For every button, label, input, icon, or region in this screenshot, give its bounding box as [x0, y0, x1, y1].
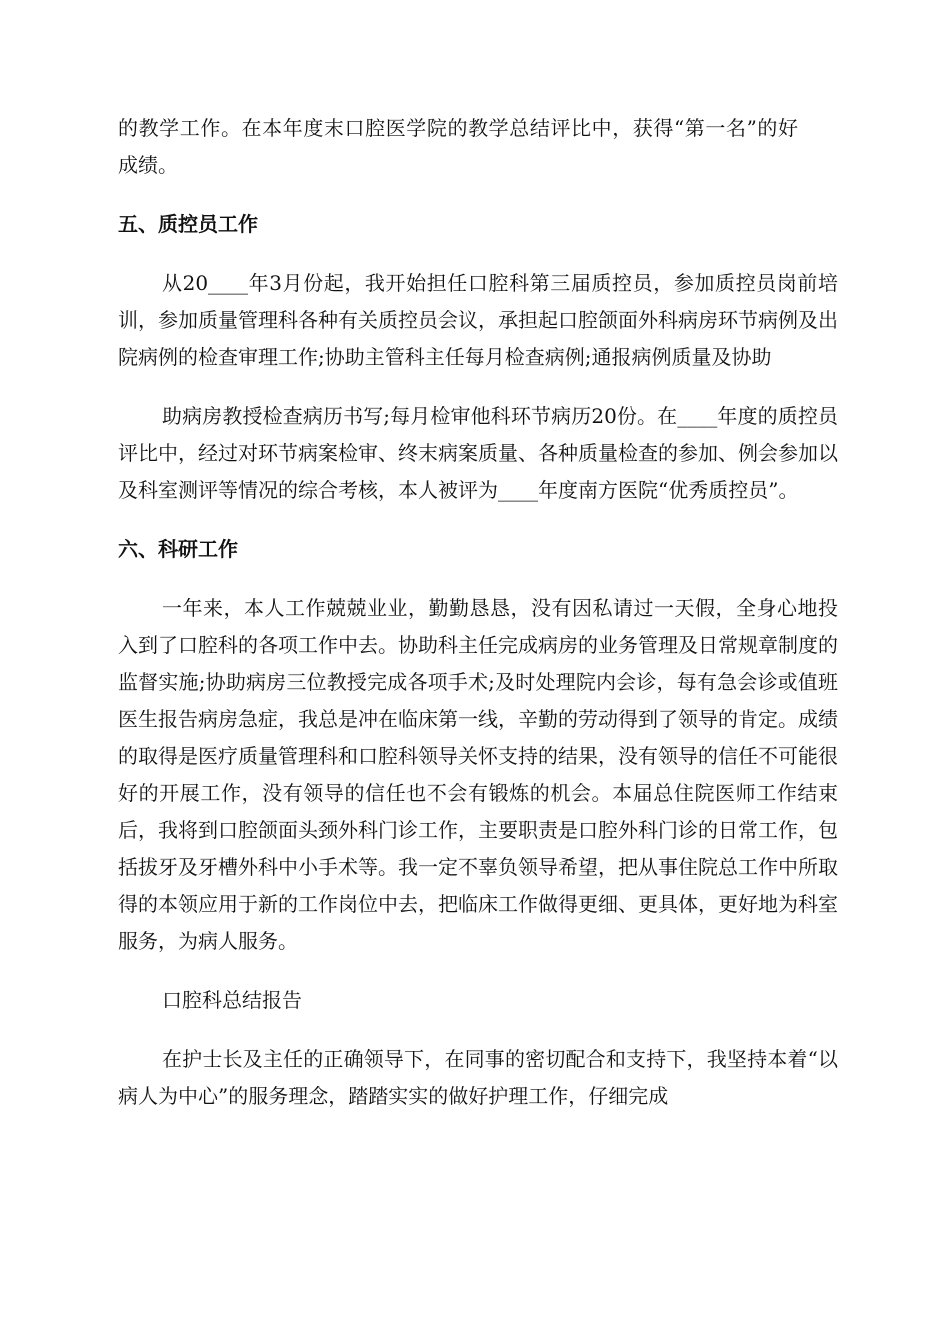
section-heading-research: 六、科研工作 [118, 537, 238, 561]
paragraph-quality-control-2: 助病房教授检查病历书写;每月检审他科环节病历20份。在____年度的质控员评比中，经过对环节病案检审、终末病案质量、各种质量检查的参加、例会参加以及科室测评等情况的综合考核，本人被评为____年度南方医院“优秀质控员”。 [118, 404, 838, 502]
document-body [118, 110, 838, 1115]
document-subtitle: 口腔科总结报告 [162, 988, 302, 1012]
paragraph-teaching-end: 的教学工作。在本年度末口腔医学院的教学总结评比中，获得“第一名”的好成绩。 [118, 116, 798, 177]
paragraph-quality-control-1: 从20____年3月份起，我开始担任口腔科第三届质控员，参加质控员岗前培训，参加质量管理科各种有关质控员会议，承担起口腔颌面外科病房环节病例及出院病例的检查审理工作;协助主管科主任每月检查病例;通报病例质量及协助 [118, 271, 838, 369]
paragraph-research: 一年来，本人工作兢兢业业，勤勤恳恳，没有因私请过一天假，全身心地投入到了口腔科的各项工作中去。协助科主任完成病房的业务管理及日常规章制度的监督实施;协助病房三位教授完成各项手术;及时处理院内会诊，每有急会诊或值班医生报告病房急症，我总是冲在临床第一线，辛勤的劳动得到了领导的肯定。成绩的取得是医疗质量管理科和口腔科领导关怀支持的结果，没有领导的信任不可能很好的开展工作，没有领导的信任也不会有锻炼的机会。本届总住院医师工作结束后，我将到口腔颌面头颈外科门诊工作，主要职责是口腔外科门诊的日常工作，包括拔牙及牙槽外科中小手术等。我一定不辜负领导希望，把从事住院总工作中所取得的本领应用于新的工作岗位中去，把临床工作做得更细、更具体，更好地为科室服务，为病人服务。 [118, 596, 838, 953]
section-heading-quality-control: 五、质控员工作 [118, 212, 258, 236]
paragraph-nursing-intro: 在护士长及主任的正确领导下，在同事的密切配合和支持下，我坚持本着“以病人为中心”的服务理念，踏踏实实的做好护理工作，仔细完成 [118, 1047, 838, 1108]
